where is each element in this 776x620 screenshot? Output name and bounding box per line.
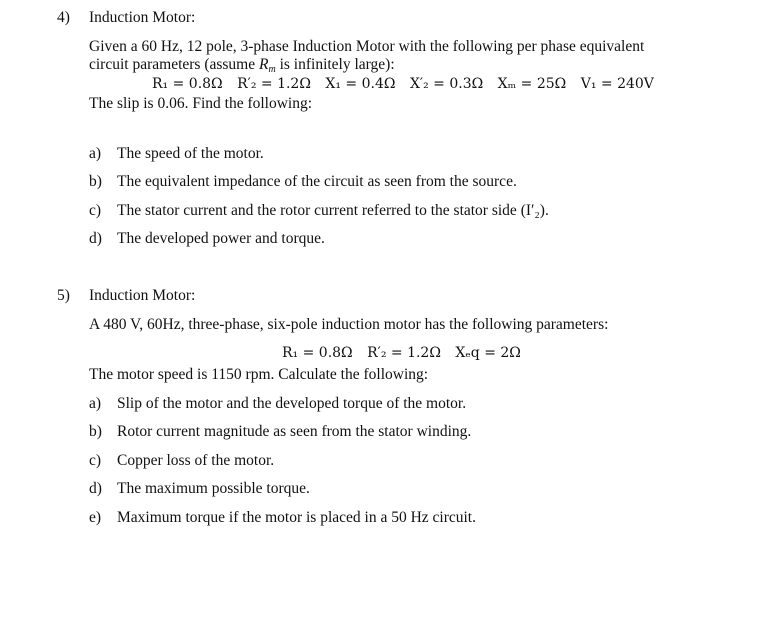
p5-item-text: Slip of the motor and the developed torque of the motor.	[117, 395, 467, 412]
eq-r1: R₁ = 0.8Ω	[152, 76, 223, 92]
p5-item-letter: b)	[89, 423, 102, 440]
problem-4-intro-line1: Given a 60 Hz, 12 pole, 3-phase Induction Motor with the following per phase equivalent	[89, 38, 645, 55]
p4-item-text: The equivalent impedance of the circuit as seen from the source.	[117, 173, 517, 190]
p4-item-letter: b)	[89, 173, 102, 190]
problem-5-speed-line: The motor speed is 1150 rpm. Calculate the following:	[89, 366, 429, 383]
p4-item-letter: a)	[89, 145, 102, 162]
eq-x1: X₁ = 0.4Ω	[325, 76, 396, 92]
p5-item-text: Maximum torque if the motor is placed in a 50 Hz circuit.	[117, 509, 476, 526]
p4-item-text: The speed of the motor.	[117, 145, 264, 162]
p5-item-text: Rotor current magnitude as seen from the stator winding.	[117, 423, 472, 440]
p4-item-letter: c)	[89, 202, 102, 219]
problem-5-equation	[282, 343, 521, 363]
eq-x2-prime: X′₂ = 0.3Ω	[409, 76, 484, 92]
problem-5-intro: A 480 V, 60Hz, three-phase, six-pole induction motor has the following parameters:	[89, 316, 609, 333]
p5-item-letter: a)	[89, 395, 102, 412]
p5-item-letter: c)	[89, 452, 102, 469]
p4-item-letter: d)	[89, 230, 102, 247]
p5-item-letter: d)	[89, 480, 102, 497]
problem-5-title: Induction Motor:	[89, 287, 196, 304]
eq-v1: V₁ = 240V	[580, 76, 654, 92]
eq-r2-prime: R′₂ = 1.2Ω	[367, 345, 441, 361]
p5-item-letter: e)	[89, 509, 102, 526]
p5-item-text: The maximum possible torque.	[117, 480, 310, 497]
eq-r2-prime: R′₂ = 1.2Ω	[237, 76, 311, 92]
eq-xeq: Xₑq = 2Ω	[455, 345, 521, 361]
p5-item-text: Copper loss of the motor.	[117, 452, 275, 469]
problem-4-number: 4)	[57, 9, 70, 26]
problem-5-number: 5)	[57, 287, 70, 304]
problem-4-title: Induction Motor:	[89, 9, 196, 26]
eq-xm: Xₘ = 25Ω	[497, 76, 567, 92]
eq-r1: R₁ = 0.8Ω	[282, 345, 353, 361]
p4-item-text: The developed power and torque.	[117, 230, 325, 247]
problem-4-slip-line: The slip is 0.06. Find the following:	[89, 95, 313, 112]
problem-4-equation	[152, 74, 654, 94]
p4-item-text: The stator current and the rotor current referred to the stator side (I′₂).	[117, 202, 549, 219]
problem-4-intro-line2: circuit parameters (assume $R_m$ is infinitely large):	[89, 56, 395, 75]
